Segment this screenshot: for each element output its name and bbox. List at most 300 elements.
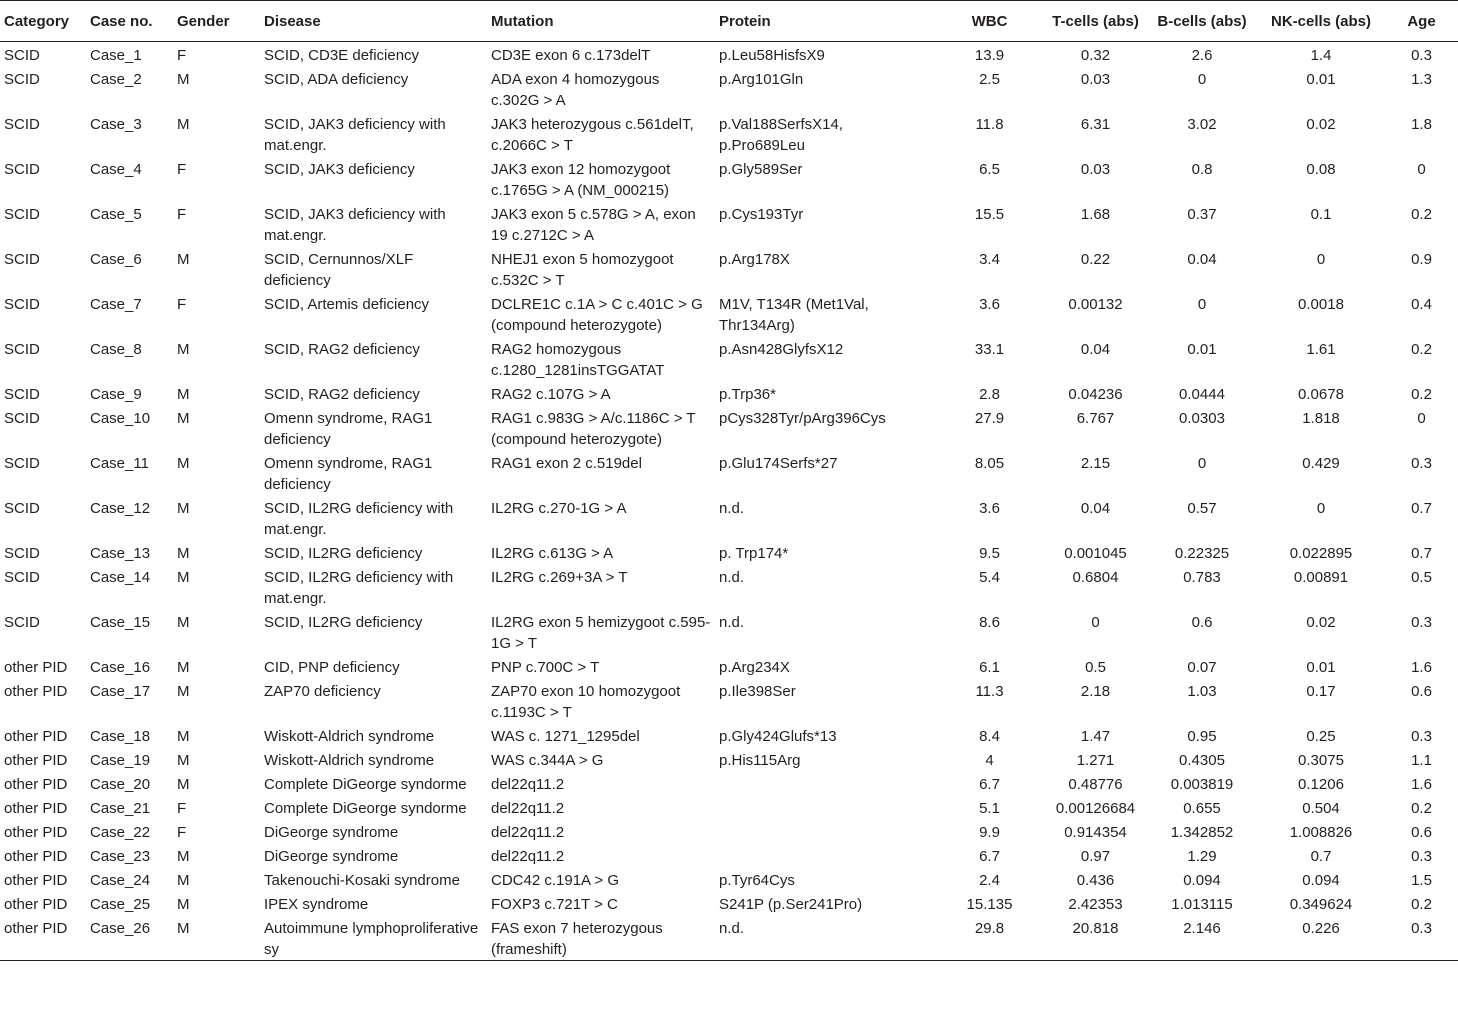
cell-age: 0.2: [1411, 896, 1432, 913]
cell-case-no: Case_2: [90, 71, 142, 88]
cell-gender: M: [177, 545, 190, 562]
cell-wbc: 3.4: [979, 251, 1000, 268]
cell-t-cells: 0.48776: [1068, 776, 1123, 793]
cell-protein: p.Glu174Serfs*27: [719, 455, 838, 472]
cell-nk-cells: 0: [1316, 251, 1326, 268]
cell-protein: pCys328Tyr/pArg396Cys: [719, 410, 886, 427]
table-row: [0, 795, 1458, 819]
cell-nk-cells: 0.7: [1310, 848, 1332, 865]
table-row: [0, 336, 1458, 381]
cell-b-cells: 0.22325: [1174, 545, 1230, 562]
cell-gender: M: [177, 752, 190, 769]
cell-b-cells: 0.094: [1183, 872, 1221, 889]
cell-category: other PID: [4, 800, 68, 817]
cell-wbc: 27.9: [974, 410, 1005, 427]
column-header-gender: Gender: [173, 1, 260, 42]
cell-category: SCID: [4, 341, 40, 358]
cell-b-cells: 0.6: [1191, 614, 1213, 631]
cell-t-cells: 1.47: [1080, 728, 1111, 745]
cell-b-cells: 0.655: [1183, 800, 1221, 817]
cell-b-cells: 0.0444: [1179, 386, 1225, 403]
table-row: [0, 747, 1458, 771]
cell-mutation: del22q11.2: [491, 824, 565, 841]
cell-wbc: 3.6: [979, 296, 1000, 313]
cell-wbc: 4: [985, 752, 994, 769]
cell-gender: M: [177, 848, 190, 865]
cell-age: 1.5: [1411, 872, 1432, 889]
cell-protein: n.d.: [719, 569, 745, 586]
cell-gender: M: [177, 410, 190, 427]
cell-category: other PID: [4, 848, 68, 865]
table-row: [0, 564, 1458, 609]
cell-case-no: Case_6: [90, 251, 142, 268]
cell-mutation: WAS c.344A > G: [491, 752, 604, 769]
cell-protein: p.Gly589Ser: [719, 161, 803, 178]
cell-age: 0.2: [1411, 341, 1432, 358]
cell-t-cells: 0.22: [1080, 251, 1111, 268]
cell-b-cells: 1.342852: [1170, 824, 1234, 841]
cell-age: 0.2: [1411, 386, 1432, 403]
cell-mutation: PNP c.700C > T: [491, 659, 600, 676]
cell-category: SCID: [4, 206, 40, 223]
cell-age: 0.6: [1411, 683, 1432, 700]
cell-b-cells: 0.0303: [1179, 410, 1225, 427]
cell-category: other PID: [4, 659, 68, 676]
cell-protein: p.Ile398Ser: [719, 683, 796, 700]
cell-gender: M: [177, 116, 190, 133]
cell-category: SCID: [4, 296, 40, 313]
cell-nk-cells: 1.818: [1302, 410, 1340, 427]
cell-protein: p.Cys193Tyr: [719, 206, 804, 223]
cell-t-cells: 0.32: [1080, 47, 1111, 64]
cell-b-cells: 0: [1197, 296, 1207, 313]
cell-gender: M: [177, 500, 190, 517]
cell-gender: M: [177, 872, 190, 889]
cell-age: 0.3: [1411, 614, 1432, 631]
cell-mutation: RAG1 c.983G > A/c.1186C > T (compound heterozygote): [491, 410, 696, 448]
cell-protein: [715, 819, 935, 843]
cell-gender: F: [177, 296, 187, 313]
cell-b-cells: 0.4305: [1179, 752, 1225, 769]
cell-case-no: Case_13: [90, 545, 151, 562]
cell-case-no: Case_11: [90, 455, 149, 472]
cell-mutation: FOXP3 c.721T > C: [491, 896, 618, 913]
cell-nk-cells: 0.349624: [1289, 896, 1353, 913]
cell-mutation: IL2RG c.270-1G > A: [491, 500, 627, 517]
cell-protein: [715, 795, 935, 819]
cell-b-cells: 2.6: [1191, 47, 1213, 64]
cell-protein: p.Arg234X: [719, 659, 790, 676]
cell-category: other PID: [4, 824, 68, 841]
cell-protein: p.Val188SerfsX14, p.Pro689Leu: [719, 116, 843, 154]
cell-category: SCID: [4, 569, 40, 586]
cell-age: 0.4: [1411, 296, 1432, 313]
cell-category: SCID: [4, 251, 40, 268]
cell-age: 0.3: [1411, 47, 1432, 64]
cell-disease: DiGeorge syndrome: [264, 824, 399, 841]
cell-b-cells: 0.003819: [1170, 776, 1234, 793]
column-header-nk-cells: NK-cells (abs): [1257, 1, 1385, 42]
cell-case-no: Case_23: [90, 848, 151, 865]
cell-case-no: Case_19: [90, 752, 151, 769]
cell-category: SCID: [4, 116, 40, 133]
cell-nk-cells: 0.00891: [1293, 569, 1349, 586]
cell-nk-cells: 0.01: [1306, 71, 1336, 88]
table-body: [0, 42, 1458, 961]
cell-wbc: 6.7: [979, 848, 1000, 865]
cell-wbc: 6.5: [979, 161, 1000, 178]
cell-mutation: RAG1 exon 2 c.519del: [491, 455, 642, 472]
column-header-category: Category: [0, 1, 86, 42]
cell-category: other PID: [4, 896, 68, 913]
cell-b-cells: 0: [1197, 71, 1207, 88]
cell-category: other PID: [4, 776, 68, 793]
cell-nk-cells: 0.01: [1306, 659, 1336, 676]
cell-gender: F: [177, 800, 187, 817]
cell-protein: p.Asn428GlyfsX12: [719, 341, 844, 358]
cell-mutation: del22q11.2: [491, 848, 565, 865]
cell-disease: DiGeorge syndrome: [264, 848, 399, 865]
cell-case-no: Case_7: [90, 296, 142, 313]
cell-t-cells: 0.03: [1080, 71, 1111, 88]
cell-t-cells: 0.5: [1085, 659, 1106, 676]
cell-age: 0.5: [1411, 569, 1432, 586]
cell-disease: SCID, RAG2 deficiency: [264, 341, 420, 358]
cell-disease: SCID, JAK3 deficiency with mat.engr.: [264, 206, 446, 244]
cell-t-cells: 1.68: [1080, 206, 1111, 223]
cell-disease: SCID, JAK3 deficiency with mat.engr.: [264, 116, 446, 154]
table-row: [0, 495, 1458, 540]
cell-b-cells: 0.783: [1183, 569, 1221, 586]
cell-gender: M: [177, 455, 190, 472]
cell-t-cells: 0: [1091, 614, 1100, 631]
cell-age: 0.2: [1411, 800, 1432, 817]
cell-nk-cells: 0.3075: [1298, 752, 1344, 769]
cell-b-cells: 2.146: [1147, 915, 1257, 961]
cell-b-cells: 0.57: [1187, 500, 1217, 517]
cell-mutation: IL2RG c.613G > A: [491, 545, 614, 562]
cell-gender: M: [177, 683, 190, 700]
cell-protein: p.Arg101Gln: [719, 71, 804, 88]
cell-disease: Omenn syndrome, RAG1 deficiency: [264, 455, 433, 493]
cell-mutation: del22q11.2: [491, 776, 565, 793]
cell-wbc: 11.8: [975, 116, 1004, 133]
cell-b-cells: 1.29: [1187, 848, 1217, 865]
cell-wbc: 13.9: [974, 47, 1005, 64]
cell-b-cells: 0.37: [1187, 206, 1217, 223]
cell-wbc: 2.5: [979, 71, 1000, 88]
cell-age: 0: [1417, 161, 1426, 178]
cell-disease: Takenouchi-Kosaki syndrome: [264, 872, 460, 889]
cell-mutation: ADA exon 4 homozygous c.302G > A: [491, 71, 660, 109]
cell-mutation: IL2RG c.269+3A > T: [491, 569, 628, 586]
cell-age: 1.8: [1411, 116, 1432, 133]
cell-gender: M: [177, 569, 190, 586]
cell-disease: Complete DiGeorge syndorme: [264, 800, 467, 817]
cell-b-cells: 0: [1197, 455, 1207, 472]
cell-nk-cells: 1.61: [1306, 341, 1336, 358]
cell-protein: p.Arg178X: [719, 251, 790, 268]
cell-disease: SCID, IL2RG deficiency: [264, 614, 423, 631]
cell-category: other PID: [0, 915, 86, 961]
cell-nk-cells: 0.226: [1257, 915, 1385, 961]
cell-t-cells: 0.00132: [1068, 296, 1123, 313]
table-row: [0, 291, 1458, 336]
cell-mutation: CDC42 c.191A > G: [491, 872, 619, 889]
cell-disease: Omenn syndrome, RAG1 deficiency: [264, 410, 433, 448]
cell-nk-cells: 0: [1316, 500, 1326, 517]
cell-mutation: JAK3 exon 5 c.578G > A, exon 19 c.2712C > A: [491, 206, 696, 244]
cell-nk-cells: 0.17: [1306, 683, 1336, 700]
table-row: [0, 723, 1458, 747]
table-row: [0, 66, 1458, 111]
cell-case-no: Case_24: [90, 872, 151, 889]
cell-case-no: Case_3: [90, 116, 142, 133]
cell-mutation: IL2RG exon 5 hemizygoot c.595-1G > T: [491, 614, 711, 652]
cell-disease: SCID, IL2RG deficiency: [264, 545, 423, 562]
cell-protein: p. Trp174*: [719, 545, 789, 562]
cell-mutation: RAG2 c.107G > A: [491, 386, 611, 403]
cell-age: 0.2: [1411, 206, 1432, 223]
table-row: [0, 405, 1458, 450]
table-row: [0, 381, 1458, 405]
column-header-protein: Protein: [715, 1, 935, 42]
cell-category: SCID: [4, 545, 40, 562]
cell-case-no: Case_4: [90, 161, 142, 178]
cell-nk-cells: 0.429: [1302, 455, 1340, 472]
cell-case-no: Case_12: [90, 500, 151, 517]
cell-case-no: Case_18: [90, 728, 151, 745]
cell-wbc: 5.4: [979, 569, 1000, 586]
cell-age: 0: [1417, 410, 1426, 427]
cell-t-cells: 6.767: [1076, 410, 1115, 427]
cell-nk-cells: 0.094: [1302, 872, 1340, 889]
cell-nk-cells: 0.0678: [1298, 386, 1344, 403]
cell-b-cells: 0.04: [1187, 251, 1217, 268]
cell-wbc: 11.3: [975, 683, 1004, 700]
cell-wbc: 2.4: [979, 872, 1000, 889]
cell-category: SCID: [4, 161, 40, 178]
table-header: [0, 1, 1458, 42]
cell-case-no: Case_25: [90, 896, 151, 913]
cell-disease: Wiskott-Aldrich syndrome: [264, 728, 435, 745]
cell-t-cells: 0.04: [1080, 341, 1111, 358]
cell-age: 0.3: [1411, 455, 1432, 472]
cell-nk-cells: 0.504: [1302, 800, 1340, 817]
cell-disease: SCID, IL2RG deficiency with mat.engr.: [264, 500, 454, 538]
cell-wbc: 8.05: [974, 455, 1005, 472]
cell-category: SCID: [4, 71, 40, 88]
cell-wbc: 2.8: [979, 386, 1000, 403]
cell-wbc: 5.1: [979, 800, 1000, 817]
cell-category: SCID: [4, 455, 40, 472]
column-header-t-cells: T-cells (abs): [1044, 1, 1147, 42]
cell-protein: [715, 843, 935, 867]
cell-disease: IPEX syndrome: [264, 896, 369, 913]
cell-nk-cells: 0.25: [1306, 728, 1336, 745]
cell-wbc: 15.135: [966, 896, 1013, 913]
cell-protein: [715, 771, 935, 795]
cell-disease: SCID, CD3E deficiency: [264, 47, 420, 64]
cell-protein: n.d.: [719, 500, 745, 517]
cell-mutation: WAS c. 1271_1295del: [491, 728, 640, 745]
cell-nk-cells: 0.0018: [1298, 296, 1344, 313]
cell-gender: M: [177, 728, 190, 745]
cell-category: SCID: [4, 500, 40, 517]
cell-age: 0.3: [1411, 728, 1432, 745]
cell-t-cells: 1.271: [1076, 752, 1115, 769]
cell-t-cells: 2.18: [1080, 683, 1111, 700]
cell-b-cells: 3.02: [1187, 116, 1217, 133]
cell-category: SCID: [4, 386, 40, 403]
cell-nk-cells: 0.022895: [1289, 545, 1353, 562]
table-row: [0, 867, 1458, 891]
cell-protein: M1V, T134R (Met1Val, Thr134Arg): [719, 296, 869, 334]
cell-age: 0.6: [1411, 824, 1432, 841]
cell-case-no: Case_21: [90, 800, 151, 817]
cell-t-cells: 0.914354: [1064, 824, 1127, 841]
table-row: [0, 819, 1458, 843]
cell-case-no: Case_14: [90, 569, 151, 586]
cell-wbc: 6.1: [979, 659, 1000, 676]
cell-t-cells: 0.001045: [1064, 545, 1127, 562]
column-header-disease: Disease: [260, 1, 487, 42]
cell-disease: CID, PNP deficiency: [264, 659, 400, 676]
cell-t-cells: 0.03: [1080, 161, 1111, 178]
cell-mutation: FAS exon 7 heterozygous (frameshift): [487, 915, 715, 961]
cell-category: SCID: [4, 47, 40, 64]
cell-protein: p.Trp36*: [719, 386, 776, 403]
table-row: [0, 201, 1458, 246]
cell-case-no: Case_16: [90, 659, 151, 676]
cell-protein: p.Tyr64Cys: [719, 872, 795, 889]
cell-age: 1.6: [1411, 659, 1432, 676]
cell-gender: M: [177, 251, 190, 268]
cell-gender: M: [177, 659, 190, 676]
cell-nk-cells: 1.4: [1310, 47, 1332, 64]
cell-wbc: 8.4: [979, 728, 1000, 745]
cell-b-cells: 0.95: [1187, 728, 1217, 745]
cell-protein: p.His115Arg: [719, 752, 801, 769]
cell-t-cells: 20.818: [1044, 915, 1147, 961]
cell-gender: F: [177, 47, 187, 64]
cell-gender: M: [177, 71, 190, 88]
table-row: [0, 246, 1458, 291]
cell-gender: M: [177, 776, 190, 793]
column-header-b-cells: B-cells (abs): [1147, 1, 1257, 42]
cell-protein: n.d.: [715, 915, 935, 961]
cell-b-cells: 1.03: [1187, 683, 1217, 700]
cell-disease: SCID, RAG2 deficiency: [264, 386, 420, 403]
cell-protein: n.d.: [719, 614, 745, 631]
cell-wbc: 15.5: [974, 206, 1005, 223]
cell-case-no: Case_8: [90, 341, 142, 358]
cell-mutation: JAK3 exon 12 homozygoot c.1765G > A (NM_000215): [491, 161, 671, 199]
table-row: [0, 156, 1458, 201]
cell-nk-cells: 0.08: [1306, 161, 1336, 178]
cell-t-cells: 0.04: [1080, 500, 1111, 517]
cell-disease: Complete DiGeorge syndorme: [264, 776, 467, 793]
cell-gender: F: [177, 824, 187, 841]
table-row: [0, 678, 1458, 723]
cell-mutation: JAK3 heterozygous c.561delT, c.2066C > T: [491, 116, 694, 154]
cell-case-no: Case_17: [90, 683, 151, 700]
cell-category: other PID: [4, 728, 68, 745]
cell-b-cells: 0.01: [1187, 341, 1217, 358]
cell-case-no: Case_9: [90, 386, 142, 403]
cell-wbc: 3.6: [979, 500, 1000, 517]
cell-gender: M: [173, 915, 260, 961]
column-header-mutation: Mutation: [487, 1, 715, 42]
table-row: [0, 771, 1458, 795]
cell-protein: p.Leu58HisfsX9: [719, 47, 825, 64]
cell-age: 0.7: [1411, 545, 1432, 562]
cell-nk-cells: 0.02: [1306, 614, 1336, 631]
cell-age: 1.1: [1411, 752, 1432, 769]
cell-disease: Autoimmune lymphoproliferative sy: [260, 915, 487, 961]
cell-category: SCID: [4, 410, 40, 427]
cell-t-cells: 0.97: [1080, 848, 1111, 865]
cell-wbc: 6.7: [979, 776, 1000, 793]
cell-disease: SCID, IL2RG deficiency with mat.engr.: [264, 569, 454, 607]
cell-age: 1.3: [1411, 71, 1432, 88]
cell-category: SCID: [4, 614, 40, 631]
cell-t-cells: 6.31: [1080, 116, 1111, 133]
cell-mutation: NHEJ1 exon 5 homozygoot c.532C > T: [491, 251, 674, 289]
cell-wbc: 9.5: [979, 545, 1000, 562]
cell-t-cells: 2.15: [1080, 455, 1111, 472]
cell-category: other PID: [4, 752, 68, 769]
cell-case-no: Case_20: [90, 776, 151, 793]
cell-protein: p.Gly424Glufs*13: [719, 728, 837, 745]
cell-protein: S241P (p.Ser241Pro): [719, 896, 863, 913]
cell-wbc: 29.8: [935, 915, 1044, 961]
cell-case-no: Case_1: [90, 47, 142, 64]
cell-nk-cells: 0.1206: [1298, 776, 1344, 793]
table-row: [0, 891, 1458, 915]
cell-gender: M: [177, 614, 190, 631]
cell-age: 0.3: [1411, 848, 1432, 865]
cell-b-cells: 0.8: [1191, 161, 1213, 178]
cell-case-no: Case_10: [90, 410, 151, 427]
cell-gender: F: [177, 161, 187, 178]
cell-age: 1.6: [1411, 776, 1432, 793]
cell-disease: SCID, ADA deficiency: [264, 71, 409, 88]
cell-category: other PID: [4, 872, 68, 889]
header-row: [0, 1, 1458, 42]
cell-disease: SCID, Artemis deficiency: [264, 296, 430, 313]
cell-t-cells: 2.42353: [1068, 896, 1123, 913]
cell-wbc: 9.9: [979, 824, 1000, 841]
cell-mutation: DCLRE1C c.1A > C c.401C > G (compound heterozygote): [491, 296, 703, 334]
table-row: [0, 540, 1458, 564]
cell-nk-cells: 0.1: [1310, 206, 1332, 223]
cell-wbc: 8.6: [979, 614, 1000, 631]
cell-disease: SCID, JAK3 deficiency: [264, 161, 415, 178]
cell-mutation: del22q11.2: [491, 800, 565, 817]
cell-case-no: Case_5: [90, 206, 142, 223]
cell-wbc: 33.1: [974, 341, 1005, 358]
cell-gender: F: [177, 206, 187, 223]
column-header-age: Age: [1385, 1, 1458, 42]
cell-b-cells: 1.013115: [1171, 896, 1233, 913]
cell-mutation: ZAP70 exon 10 homozygoot c.1193C > T: [491, 683, 681, 721]
cell-gender: M: [177, 896, 190, 913]
cell-disease: ZAP70 deficiency: [264, 683, 381, 700]
cell-gender: M: [177, 386, 190, 403]
table-row: [0, 450, 1458, 495]
cell-category: other PID: [4, 683, 68, 700]
